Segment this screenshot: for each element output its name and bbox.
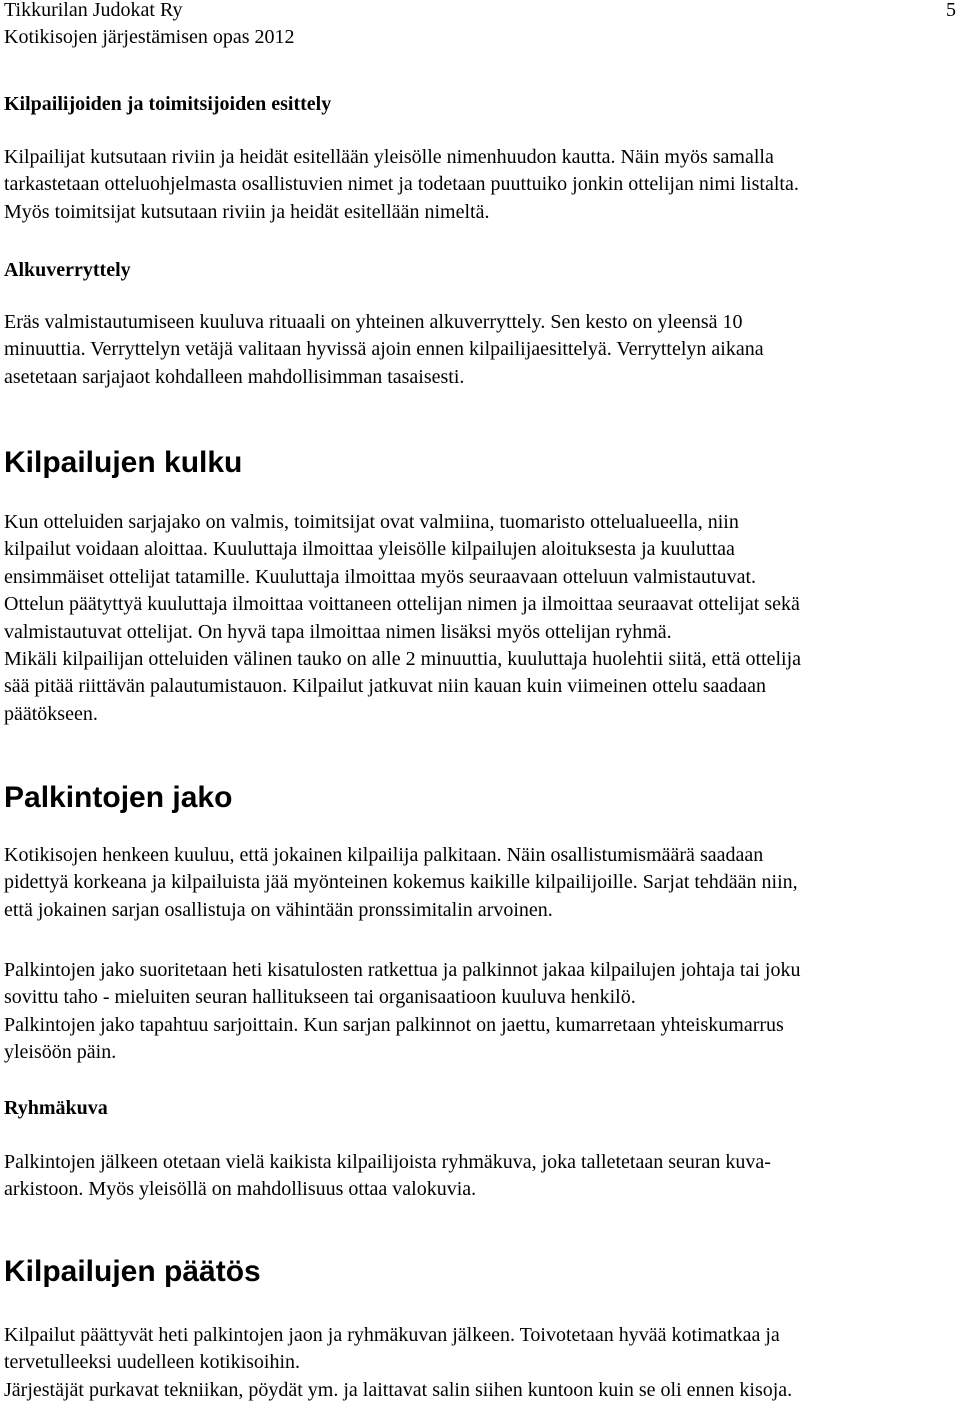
text-line: pidettyä korkeana ja kilpailuista jää myönteinen kokemus kaikille kilpailijoille. Sarjat tehdään niin, bbox=[4, 871, 798, 894]
text-line: Mikäli kilpailijan otteluiden välinen tauko on alle 2 minuuttia, kuuluttaja huolehtii siitä, että ottelija bbox=[4, 648, 802, 671]
paragraph-esittely bbox=[4, 144, 952, 226]
text-line: Palkintojen jako suoritetaan heti kisatulosten ratkettua ja palkinnot jakaa kilpailujen johtaja tai joku bbox=[4, 959, 801, 981]
heading-ryhmakuva: Ryhmäkuva bbox=[4, 1097, 108, 1119]
text-line: Kilpailut päättyvät heti palkintojen jaon ja ryhmäkuvan jälkeen. Toivotetaan hyvää kotimatkaa ja bbox=[4, 1324, 780, 1346]
page-number: 5 bbox=[946, 0, 956, 21]
heading-kilpailujen-kulku: Kilpailujen kulku bbox=[4, 446, 243, 479]
paragraph-palkintojen-jako-2 bbox=[4, 957, 952, 1067]
text-line: Myös toimitsijat kutsutaan riviin ja heidät esitellään nimeltä. bbox=[4, 200, 490, 223]
text-line: sovittu taho - mieluiten seuran hallitukseen tai organisaatioon kuuluva henkilö. bbox=[4, 986, 636, 1009]
text-line: sää pitää riittävän palautumistauon. Kilpailut jatkuvat niin kauan kuin viimeinen ottelu saadaan bbox=[4, 675, 767, 698]
text-line: minuuttia. Verryttelyn vetäjä valitaan hyvissä ajoin ennen kilpailijaesittelyä. Verryttelyn aikana bbox=[4, 338, 764, 361]
text-line: Eräs valmistautumiseen kuuluva rituaali on yhteinen alkuverryttely. Sen kesto on yleensä 10 bbox=[4, 311, 743, 333]
text-line: Kilpailijat kutsutaan riviin ja heidät esitellään yleisölle nimenhuudon kautta. Näin myös samalla bbox=[4, 146, 774, 168]
text-line: tervetulleeksi uudelleen kotikisoihin. bbox=[4, 1351, 301, 1374]
heading-kilpailujen-paatos: Kilpailujen päätös bbox=[4, 1255, 261, 1288]
text-line: valmistautuvat ottelijat. On hyvä tapa ilmoittaa nimen lisäksi myös ottelijan ryhmä. bbox=[4, 620, 672, 643]
text-line: Kotikisojen henkeen kuuluu, että jokainen kilpailija palkitaan. Näin osallistumismäärä saadaan bbox=[4, 844, 764, 866]
paragraph-ryhmakuva bbox=[4, 1149, 952, 1204]
text-line: että jokainen sarjan osallistuja on vähintään pronssimitalin arvoinen. bbox=[4, 898, 553, 921]
text-line: Järjestäjät purkavat tekniikan, pöydät ym. ja laittavat salin siihen kuntoon kuin se oli ennen kisoja. bbox=[4, 1378, 793, 1401]
text-line: Palkintojen jälkeen otetaan vielä kaikista kilpailijoista ryhmäkuva, joka talletetaan seuran kuva- bbox=[4, 1151, 771, 1173]
text-line: arkistoon. Myös yleisöllä on mahdollisuus ottaa valokuvia. bbox=[4, 1178, 477, 1201]
text-line: ensimmäiset ottelijat tatamille. Kuuluttaja ilmoittaa myös seuraavaan otteluun valmistautuvat. bbox=[4, 565, 757, 588]
text-line: päätökseen. bbox=[4, 702, 98, 725]
text-line: kilpailut voidaan aloittaa. Kuuluttaja ilmoittaa yleisölle kilpailujen aloituksesta ja kuuluttaa bbox=[4, 538, 735, 561]
text-line: Ottelun päätyttyä kuuluttaja ilmoittaa voittaneen ottelijan nimen ja ilmoittaa seuraavat ottelijat sekä bbox=[4, 593, 800, 616]
text-line: tarkastetaan otteluohjelmasta osallistuvien nimet ja todetaan puuttuiko jonkin ottelijan nimi listalta. bbox=[4, 173, 799, 196]
text-line: Kun otteluiden sarjajako on valmis, toimitsijat ovat valmiina, tuomaristo ottelualueella, niin bbox=[4, 511, 739, 533]
paragraph-alkuverryttely bbox=[4, 309, 952, 391]
text-line: yleisöön päin. bbox=[4, 1041, 117, 1064]
paragraph-palkintojen-jako-1 bbox=[4, 842, 952, 924]
text-line: asetetaan sarjajaot kohdalleen mahdollisimman tasaisesti. bbox=[4, 365, 465, 388]
header-guide-title: Kotikisojen järjestämisen opas 2012 bbox=[4, 26, 295, 48]
header-org-name: Tikkurilan Judokat Ry bbox=[4, 0, 183, 21]
heading-alkuverryttely: Alkuverryttely bbox=[4, 259, 131, 281]
paragraph-kilpailujen-paatos bbox=[4, 1322, 952, 1404]
heading-kilpailijoiden-esittely: Kilpailijoiden ja toimitsijoiden esittely bbox=[4, 93, 332, 115]
heading-palkintojen-jako: Palkintojen jako bbox=[4, 781, 233, 814]
paragraph-kilpailujen-kulku bbox=[4, 509, 952, 728]
text-line: Palkintojen jako tapahtuu sarjoittain. Kun sarjan palkinnot on jaettu, kumarretaan yhteiskumarrus bbox=[4, 1013, 784, 1036]
